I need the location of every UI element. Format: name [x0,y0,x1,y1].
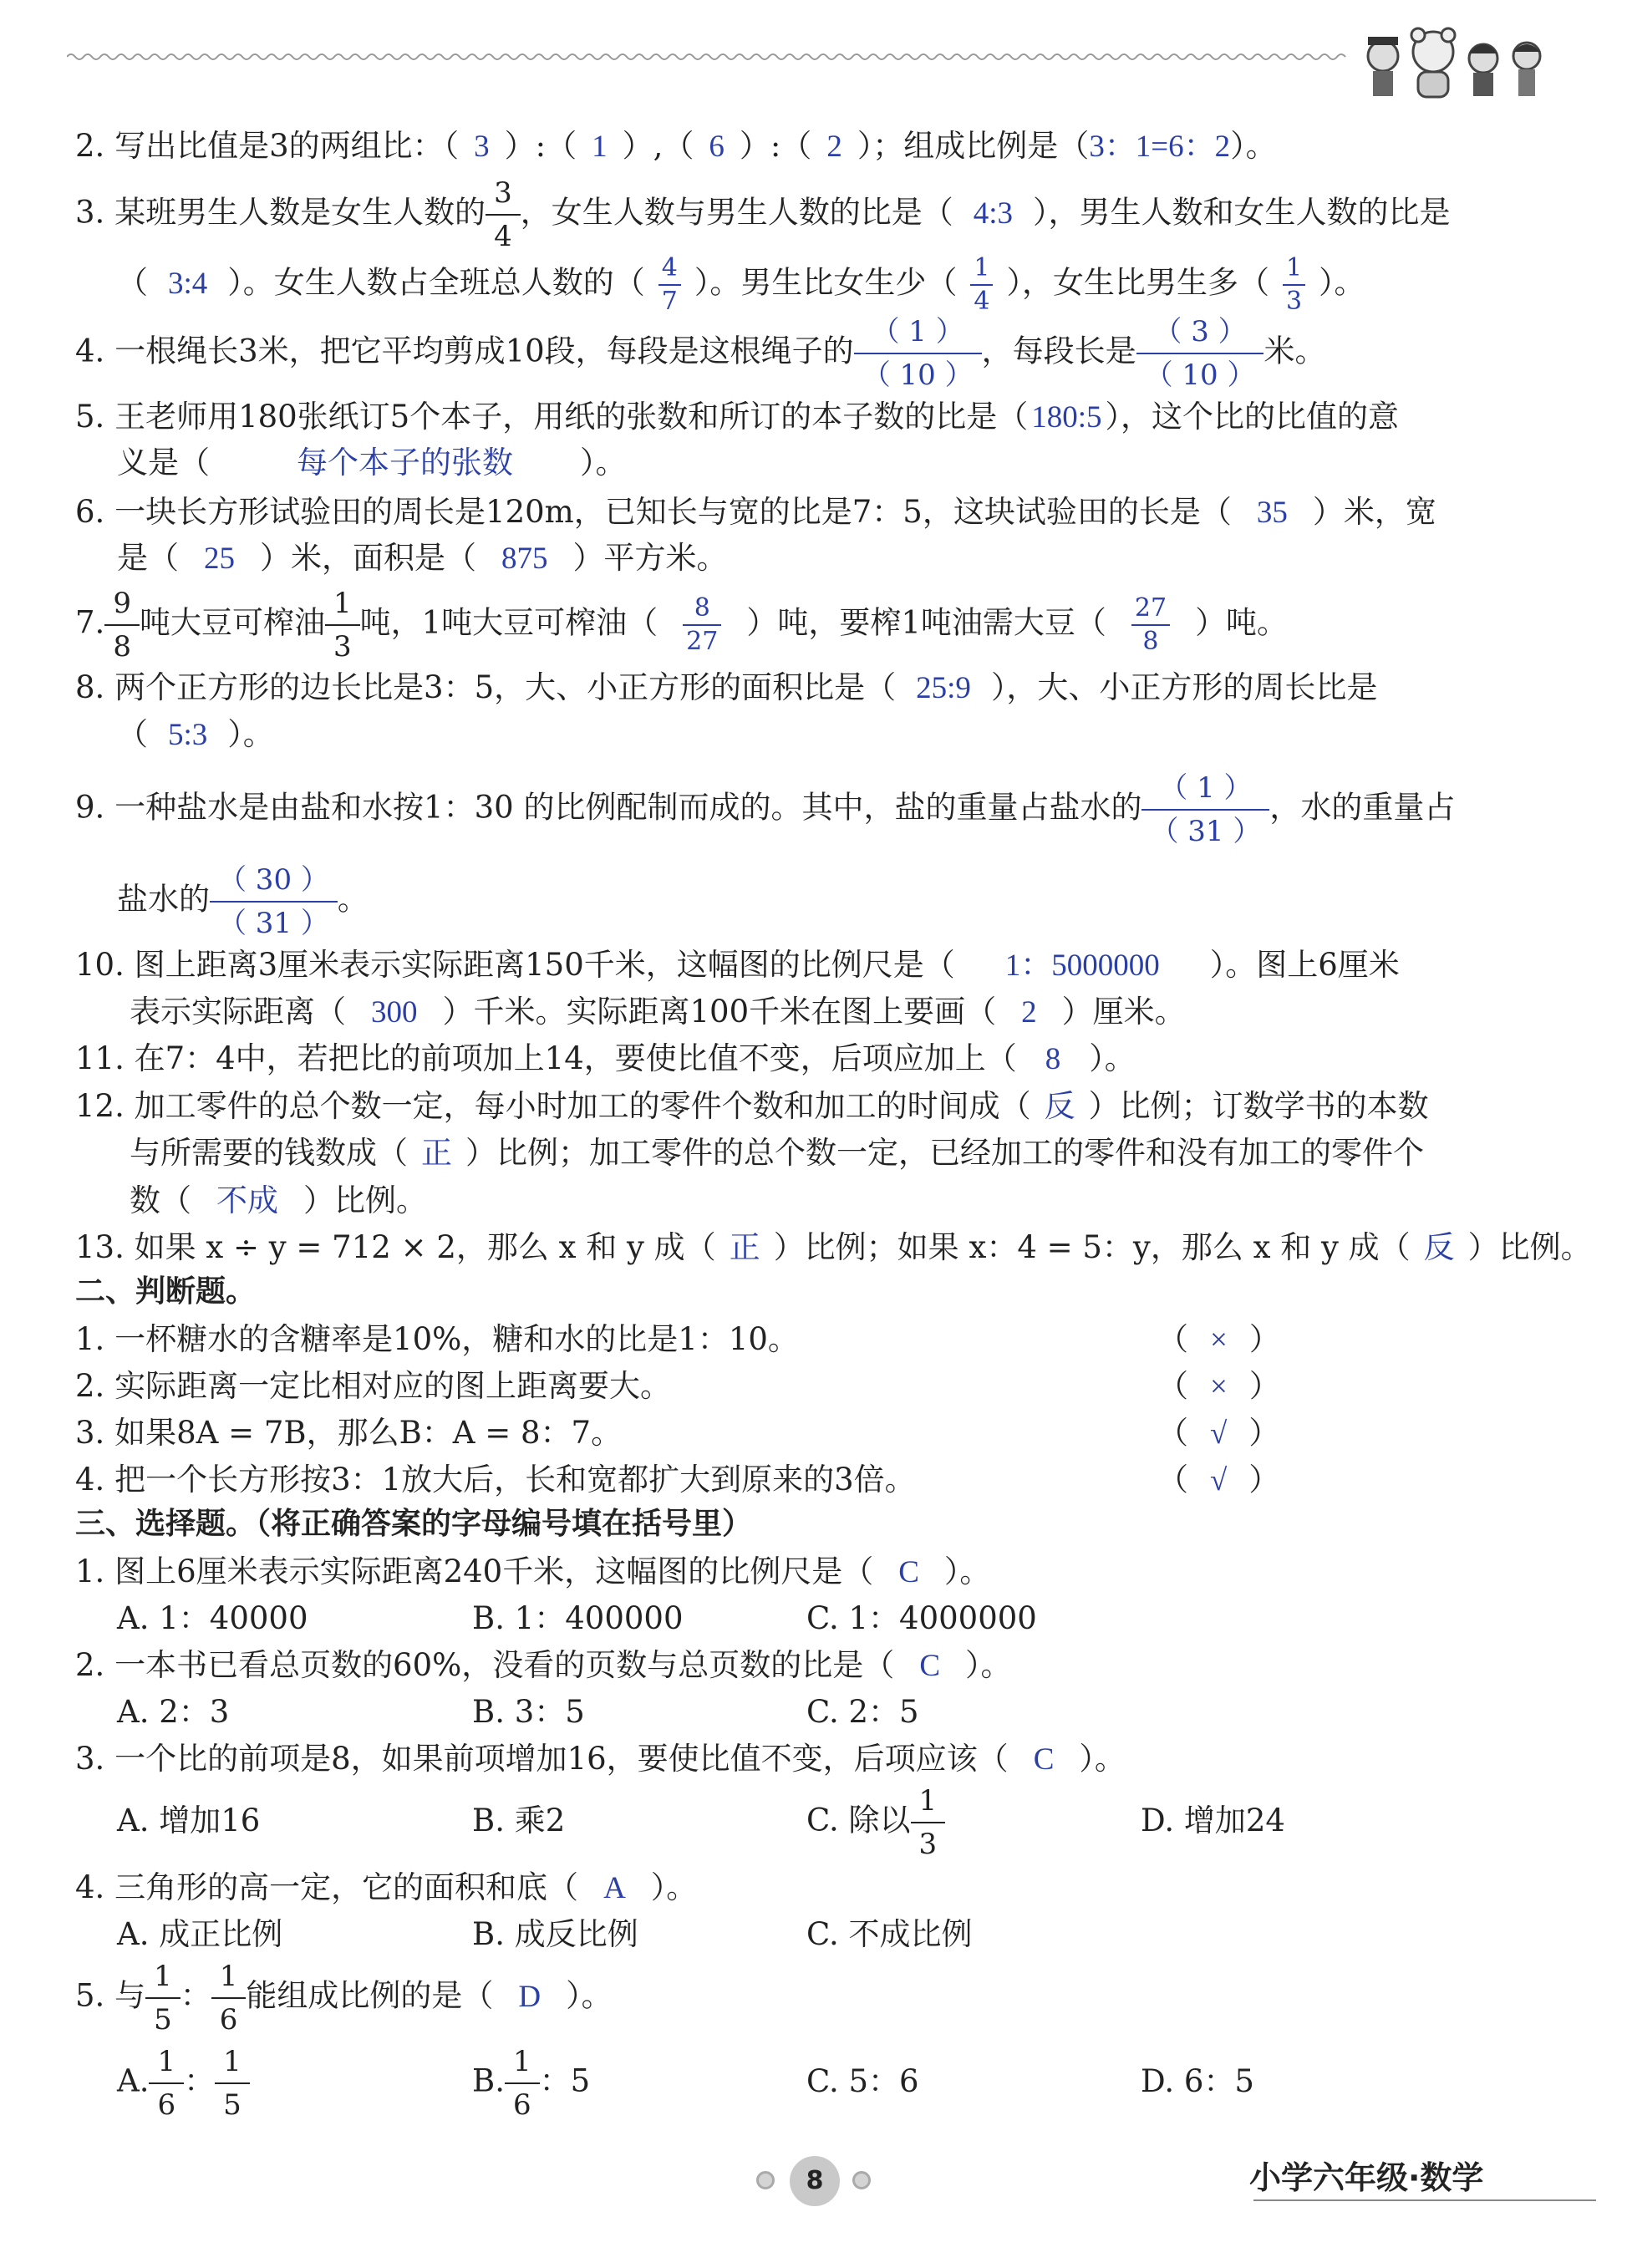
choice-text: 2. 一本书已看总页数的60%，没看的页数与总页数的比是（ [75,1647,895,1683]
q11-answer[interactable]: 8 [1045,1042,1061,1076]
q3-answer-fraction[interactable] [658,253,681,316]
q5-text: ）。 [580,445,627,481]
question-7 [75,587,1289,664]
q2-text: ）:（ [504,128,577,164]
section-heading-choice: 三、选择题。（将正确答案的字母编号填在括号里） [75,1507,753,1541]
q13-answer[interactable]: 反 [1423,1231,1455,1265]
question-5-line-1 [75,401,1399,433]
denominator: 7 [661,287,678,316]
fraction [486,176,521,253]
q10-answer[interactable]: 300 [371,995,418,1030]
q8-text: 8. 两个正方形的边长比是3：5，大、小正方形的面积比是（ [75,669,897,705]
denominator: 6 [512,2088,531,2122]
choice-question-3 [75,1743,1126,1775]
q10-answer[interactable]: 1：5000000 [1004,948,1160,983]
judge-mark: × [1210,1370,1228,1404]
page-dot-left [756,2171,775,2189]
q10-text: ）厘米。 [1061,994,1186,1030]
judge-answer-1[interactable] [1157,1321,1280,1357]
numerator: 1 [145,1962,180,1999]
q12-text: 数（ [130,1182,191,1218]
q10-text: 表示实际距离（ [130,994,346,1030]
fraction [104,587,140,664]
fraction [145,1960,180,2037]
q2-answer[interactable]: 3 [474,130,490,164]
q3-text: ），男生人数和女生人数的比是 [1032,194,1451,231]
judge-text: 2. 实际距离一定比相对应的图上距离要大。 [75,1368,672,1404]
judge-item-2 [75,1368,672,1404]
q12-text: ）比例。 [303,1182,427,1218]
q12-answer[interactable]: 不成 [216,1184,278,1218]
question-4 [75,315,1326,392]
q3-text: ），女生比男生多（ [1006,264,1269,301]
choice-answer[interactable]: C [919,1649,940,1683]
denominator: （ 31 ） [218,907,329,940]
numerator: 1 [1283,256,1305,286]
q10-text: ）千米。实际距离100千米在图上要画（ [442,994,997,1030]
top-wavy-border [67,40,1538,74]
choice-answer[interactable]: C [1033,1742,1055,1777]
question-9-line-1 [75,771,1456,848]
q13-answer[interactable]: 正 [729,1231,760,1265]
choice-option-a[interactable]: A. 增加16 [117,1803,261,1838]
choice-option-c[interactable]: C. 5：6 [806,2063,919,2099]
q9-text: 9. 一种盐水是由盐和水按1：30 的比例配制而成的。其中，盐的重量占盐水的 [75,789,1142,826]
numerator: 1 [970,256,993,286]
judge-text: 3. 如果8A = 7B，那么B：A = 8：7。 [75,1415,623,1451]
denominator: （ 31 ） [1150,815,1262,848]
q5-text: 5. 王老师用180张纸订5个本子，用纸的张数和所订的本子数的比是（ [75,399,1029,435]
choice-option-b[interactable] [472,2045,591,2122]
q3-text: ）。男生比女生少（ [694,264,958,301]
q6-answer[interactable]: 875 [501,542,548,576]
numerator: （ 3 ） [1136,318,1264,354]
fraction [325,587,360,664]
numerator: 1 [325,589,360,626]
choice-option-b[interactable]: B. 1：400000 [472,1600,684,1636]
q3-text: ，女生人数与男生人数的比是（ [520,194,953,231]
option-text: C. 除以 [806,1802,911,1838]
choice-option-c[interactable] [806,1784,945,1861]
section-heading-judge: 二、判断题。 [75,1274,257,1309]
q9-text: ，水的重量占 [1269,789,1456,826]
paren: （ [1157,1415,1188,1451]
denominator: 6 [157,2088,176,2122]
choice-text: 能组成比例的是（ [246,1977,494,2014]
footer-divider [1253,2199,1596,2201]
q8-answer[interactable]: 25:9 [916,671,971,705]
q2-answer[interactable]: 6 [709,130,725,164]
numerator: （ 1 ） [1141,774,1269,811]
q12-answer[interactable]: 反 [1044,1090,1075,1124]
judge-mark: × [1210,1323,1228,1357]
denominator: （ 10 ） [1144,359,1256,392]
choice-text: ）。 [965,1647,1012,1683]
q2-text: ）；组成比例是（ [857,128,1090,164]
choice-text: ）。 [943,1554,991,1589]
question-12-line-3 [130,1182,427,1218]
fraction [911,1784,946,1861]
option-text: ：5 [539,2062,591,2099]
choice-option-b[interactable]: B. 3：5 [472,1694,585,1730]
question-6-line-2 [117,542,728,574]
q7-text: ）吨。 [1195,604,1289,641]
q7-answer-fraction[interactable] [683,593,721,656]
paren: （ [1157,1462,1188,1498]
numerator: 1 [215,2047,250,2084]
footer-subject: 小学六年级·数学 [1249,2159,1484,2196]
numerator: 1 [911,1787,946,1823]
choice-question-5 [75,1960,613,2037]
judge-answer-2[interactable] [1157,1370,1280,1402]
q6-text: 是（ [117,540,179,576]
choice-option-a[interactable]: A. 1：40000 [117,1600,308,1636]
judge-answer-3[interactable] [1157,1417,1279,1449]
q3-answer[interactable]: 4:3 [973,196,1013,231]
question-5-line-2 [117,447,627,479]
denominator: 6 [219,2003,238,2037]
option-text: A. [117,2062,150,2099]
q4-text: ，每段长是 [981,333,1136,369]
fraction [215,2045,250,2122]
q12-text: ）比例；加工零件的总个数一定，已经加工的零件和没有加工的零件个 [465,1135,1424,1171]
choice-text: ）。 [1079,1741,1126,1777]
question-3-line-1 [75,176,1451,253]
judge-item-1 [75,1321,799,1357]
numerator: 8 [683,596,721,626]
q8-text: （ [117,716,148,752]
q3-answer[interactable]: 3:4 [168,266,208,301]
numerator: （ 30 ） [210,866,338,903]
choice-question-4 [75,1869,698,1905]
denominator: 5 [154,2003,172,2037]
choice-text: ）。 [650,1869,698,1905]
paren: ） [1248,1368,1280,1404]
q8-text: ），大、小正方形的周长比是 [990,669,1378,705]
choice-question-1 [75,1556,990,1588]
denominator: 4 [974,287,990,316]
q6-text: 6. 一块长方形试验田的周长是120m，已知长与宽的比是7：5，这块试验田的长是（ [75,494,1232,530]
numerator: 9 [104,589,140,626]
q12-text: 12. 加工零件的总个数一定，每小时加工的零件个数和加工的时间成（ [75,1088,1031,1124]
denominator: 27 [686,627,719,656]
q9-text: 。 [337,881,369,918]
choice-option-d[interactable]: D. 6：5 [1141,2063,1254,2099]
choice-option-a[interactable] [117,2045,250,2122]
numerator: 1 [149,2047,184,2084]
q4-answer-fraction[interactable] [854,315,982,392]
fraction [149,2045,184,2122]
denominator: 8 [113,630,131,664]
q11-text: ）。 [1089,1040,1136,1076]
q13-text: ）比例。 [1467,1229,1592,1265]
q9-answer-fraction[interactable] [210,863,338,940]
q3-answer-fraction[interactable] [1283,253,1305,316]
q6-text: ）米，宽 [1312,494,1436,530]
numerator: 4 [658,256,681,286]
denominator: 5 [223,2088,242,2122]
judge-answer-4[interactable] [1157,1464,1279,1496]
q4-text: 4. 一根绳长3米，把它平均剪成10段，每段是这根绳子的 [75,333,854,369]
colon: ： [184,2062,216,2099]
paren: （ [1157,1321,1188,1357]
choice-answer[interactable]: A [603,1871,626,1905]
q2-answer[interactable]: 2 [826,130,842,164]
denominator: 3 [333,630,352,664]
question-3-line-2 [117,253,1365,316]
question-10-line-1 [75,949,1400,981]
judge-mark: √ [1210,1463,1228,1498]
q10-answer[interactable]: 2 [1021,995,1037,1030]
denominator: 3 [918,1828,938,1861]
choice-option-c[interactable]: C. 不成比例 [806,1916,973,1952]
q10-text: 10. 图上距离3厘米表示实际距离150千米，这幅图的比例尺是（ [75,947,955,983]
q2-text: ）,（ [622,128,694,164]
q3-text: ）。 [1319,264,1365,301]
q4-text: 米。 [1263,333,1326,369]
q9-answer-fraction[interactable] [1141,771,1269,848]
page-dot-right [852,2171,871,2189]
choice-option-c[interactable]: C. 2：5 [806,1694,919,1730]
q8-answer[interactable]: 5:3 [168,718,208,752]
q6-answer[interactable]: 35 [1256,496,1288,530]
q2-answer[interactable]: 3：1=6：2 [1089,130,1231,164]
q7-text: 7. [75,604,105,641]
denominator: 3 [1285,287,1303,316]
numerator: （ 1 ） [854,318,982,354]
choice-question-2 [75,1647,1012,1683]
question-6-line-1 [75,496,1436,528]
q12-answer[interactable]: 正 [421,1137,452,1171]
question-12-line-2 [130,1137,1424,1169]
q9-text: 盐水的 [117,881,210,918]
choice-text: ）。 [566,1977,613,2014]
q10-text: ）。图上6厘米 [1209,947,1400,983]
choice-text: 5. 与 [75,1977,146,2014]
choice-option-c[interactable]: C. 1：4000000 [806,1600,1037,1636]
judge-item-4 [75,1462,916,1498]
choice-option-b[interactable]: B. 乘2 [472,1803,566,1838]
q5-text: ），这个比的比值的意 [1105,399,1400,435]
q3-text: （ [117,264,148,301]
q6-text: ）平方米。 [572,540,728,576]
q7-text: 吨，1吨大豆可榨油（ [359,604,658,641]
choice-text: 1. 图上6厘米表示实际距离240千米，这幅图的比例尺是（ [75,1554,874,1589]
choice-answer[interactable]: D [518,1979,541,2014]
cartoon-children-icon [1350,18,1550,102]
option-text: B. [472,2062,505,2099]
judge-mark: √ [1210,1416,1228,1451]
numerator: 27 [1131,596,1170,626]
question-13 [75,1229,1592,1265]
q7-text: ）吨，要榨1吨油需大豆（ [746,604,1106,641]
q8-text: ）。 [227,716,274,752]
question-8-line-2 [117,716,274,752]
fraction [505,2045,540,2122]
denominator: 8 [1142,627,1159,656]
q3-text: ）。女生人数占全班总人数的（ [227,264,645,301]
q5-answer[interactable]: 每个本子的张数 [297,446,513,481]
question-10-line-2 [130,996,1186,1028]
fraction [211,1960,247,2037]
q7-answer-fraction[interactable] [1131,593,1170,656]
q12-text: ）比例；订数学书的本数 [1088,1088,1429,1124]
numerator: 1 [505,2047,540,2084]
paren: ） [1248,1415,1280,1451]
q6-answer[interactable]: 25 [204,542,235,576]
q2-answer[interactable]: 1 [592,130,608,164]
q5-answer[interactable]: 180:5 [1031,400,1102,435]
q3-answer-fraction[interactable] [970,253,993,316]
choice-option-a[interactable]: A. 2：3 [117,1694,230,1730]
question-2 [75,130,1277,162]
numerator: 3 [486,179,521,216]
question-8-line-1 [75,669,1378,705]
choice-option-b[interactable]: B. 成反比例 [472,1916,638,1952]
colon: ： [180,1977,211,2014]
choice-option-a[interactable]: A. 成正比例 [117,1916,283,1952]
paren: ） [1248,1462,1280,1498]
question-9-line-2 [117,863,369,940]
q13-text: 13. 如果 x ÷ y = 712 × 2，那么 x 和 y 成（ [75,1229,716,1265]
q2-text: ）。 [1230,128,1277,164]
q7-text: 吨大豆可榨油 [139,604,325,641]
choice-answer[interactable]: C [898,1555,919,1589]
choice-text: 3. 一个比的前项是8，如果前项增加16，要使比值不变，后项应该（ [75,1741,1009,1777]
page-number: 8 [790,2156,840,2206]
question-11 [75,1040,1136,1076]
q2-text: ）:（ [739,128,812,164]
judge-text: 1. 一杯糖水的含糖率是10%，糖和水的比是1：10。 [75,1321,799,1357]
choice-option-d[interactable]: D. 增加24 [1141,1803,1285,1838]
denominator: （ 10 ） [862,359,974,392]
q4-answer-fraction[interactable] [1136,315,1264,392]
paren: ） [1248,1321,1280,1357]
choice-text: 4. 三角形的高一定，它的面积和底（ [75,1869,579,1905]
judge-text: 4. 把一个长方形按3：1放大后，长和宽都扩大到原来的3倍。 [75,1462,916,1498]
q2-text: 2. 写出比值是3的两组比：（ [75,128,460,164]
denominator: 4 [494,220,512,253]
q6-text: ）米，面积是（ [260,540,476,576]
q5-text: 义是（ [117,445,210,481]
question-12-line-1 [75,1088,1429,1124]
judge-item-3 [75,1415,623,1451]
numerator: 1 [211,1962,247,1999]
q11-text: 11. 在7：4中，若把比的前项加上14，要使比值不变，后项应加上（ [75,1040,1017,1076]
q12-text: 与所需要的钱数成（ [130,1135,408,1171]
q13-text: ）比例；如果 x：4 = 5：y，那么 x 和 y 成（ [773,1229,1411,1265]
q3-text: 3. 某班男生人数是女生人数的 [75,194,486,231]
paren: （ [1157,1368,1188,1404]
